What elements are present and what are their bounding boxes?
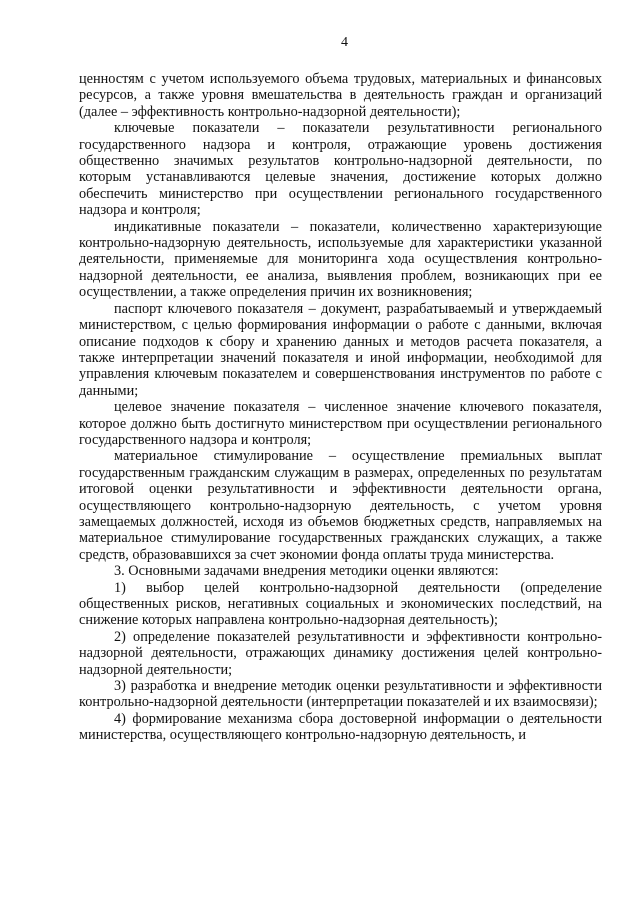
paragraph-indicator-passport: паспорт ключевого показателя – документ, разрабатываемый и утверждаемый министерством, с целью формирования информации о работе с данными, включая описание подходов к сбору и хранению данных и методов расчета показателя, а также интерпретации значений показателя и иной информации, необходимой для управления ключевым показателем и совершенствования инструментов по работе с данными; (79, 300, 602, 399)
page-number: 4 (341, 35, 348, 50)
paragraph-key-indicators: ключевые показатели – показатели результативности регионального государственного надзора и контроля, отражающие уровень достижения общественно значимых результатов контрольно-надзорной деятельности, по которым устанавливаются целевые значения, достижение которых должно обеспечить министерство при осуществлении регионального государственного надзора и контроля; (79, 120, 602, 219)
paragraph-material-incentive: материальное стимулирование – осуществление премиальных выплат государственным гражданским служащим в размерах, определенных по результатам итоговой оценки результативности и эффективности деятельности органа, осуществляющего контрольно-надзорную деятельность, с учетом уровня замещаемых должностей, исходя из объемов бюджетных средств, направляемых на материальное стимулирование государственных гражданских служащих, а также средств, образовавшихся за счет экономии фонда оплаты труда министерства. (79, 448, 602, 563)
document-body (79, 71, 602, 744)
list-item-3: 3) разработка и внедрение методик оценки результативности и эффективности контрольно-надзорной деятельности (интерпретации показателей и их взаимосвязи); (79, 678, 602, 711)
list-item-1: 1) выбор целей контрольно-надзорной деятельности (определение общественных рисков, негативных социальных и экономических последствий, на снижение которых направлена контрольно-надзорная деятельность); (79, 579, 602, 629)
list-item-2: 2) определение показателей результативности и эффективности контрольно-надзорной деятельности, отражающих динамику достижения целей контрольно-надзорной деятельности; (79, 628, 602, 678)
paragraph-section-3-heading: 3. Основными задачами внедрения методики оценки являются: (114, 563, 499, 580)
paragraph-indicative-indicators: индикативные показатели – показатели, количественно характеризующие контрольно-надзорную деятельность, используемые для характеристики указанной деятельности, применяемые для мониторинга хода осуществления контрольно-надзорной деятельности, ее анализа, выявления проблем, возникающих при ее осуществлении, а также определения причин их возникновения; (79, 218, 602, 301)
paragraph-continuation: ценностям с учетом используемого объема трудовых, материальных и финансовых ресурсов, а также уровня вмешательства в деятельность граждан и организаций (далее – эффективность контрольно-надзорной деятельности); (79, 71, 602, 120)
list-item-4: 4) формирование механизма сбора достоверной информации о деятельности министерства, осуществляющего контрольно-надзорную деятельность, и (79, 710, 602, 744)
paragraph-target-value: целевое значение показателя – численное значение ключевого показателя, которое должно быть достигнуто министерством при осуществлении регионального государственного надзора и контроля; (79, 399, 602, 448)
